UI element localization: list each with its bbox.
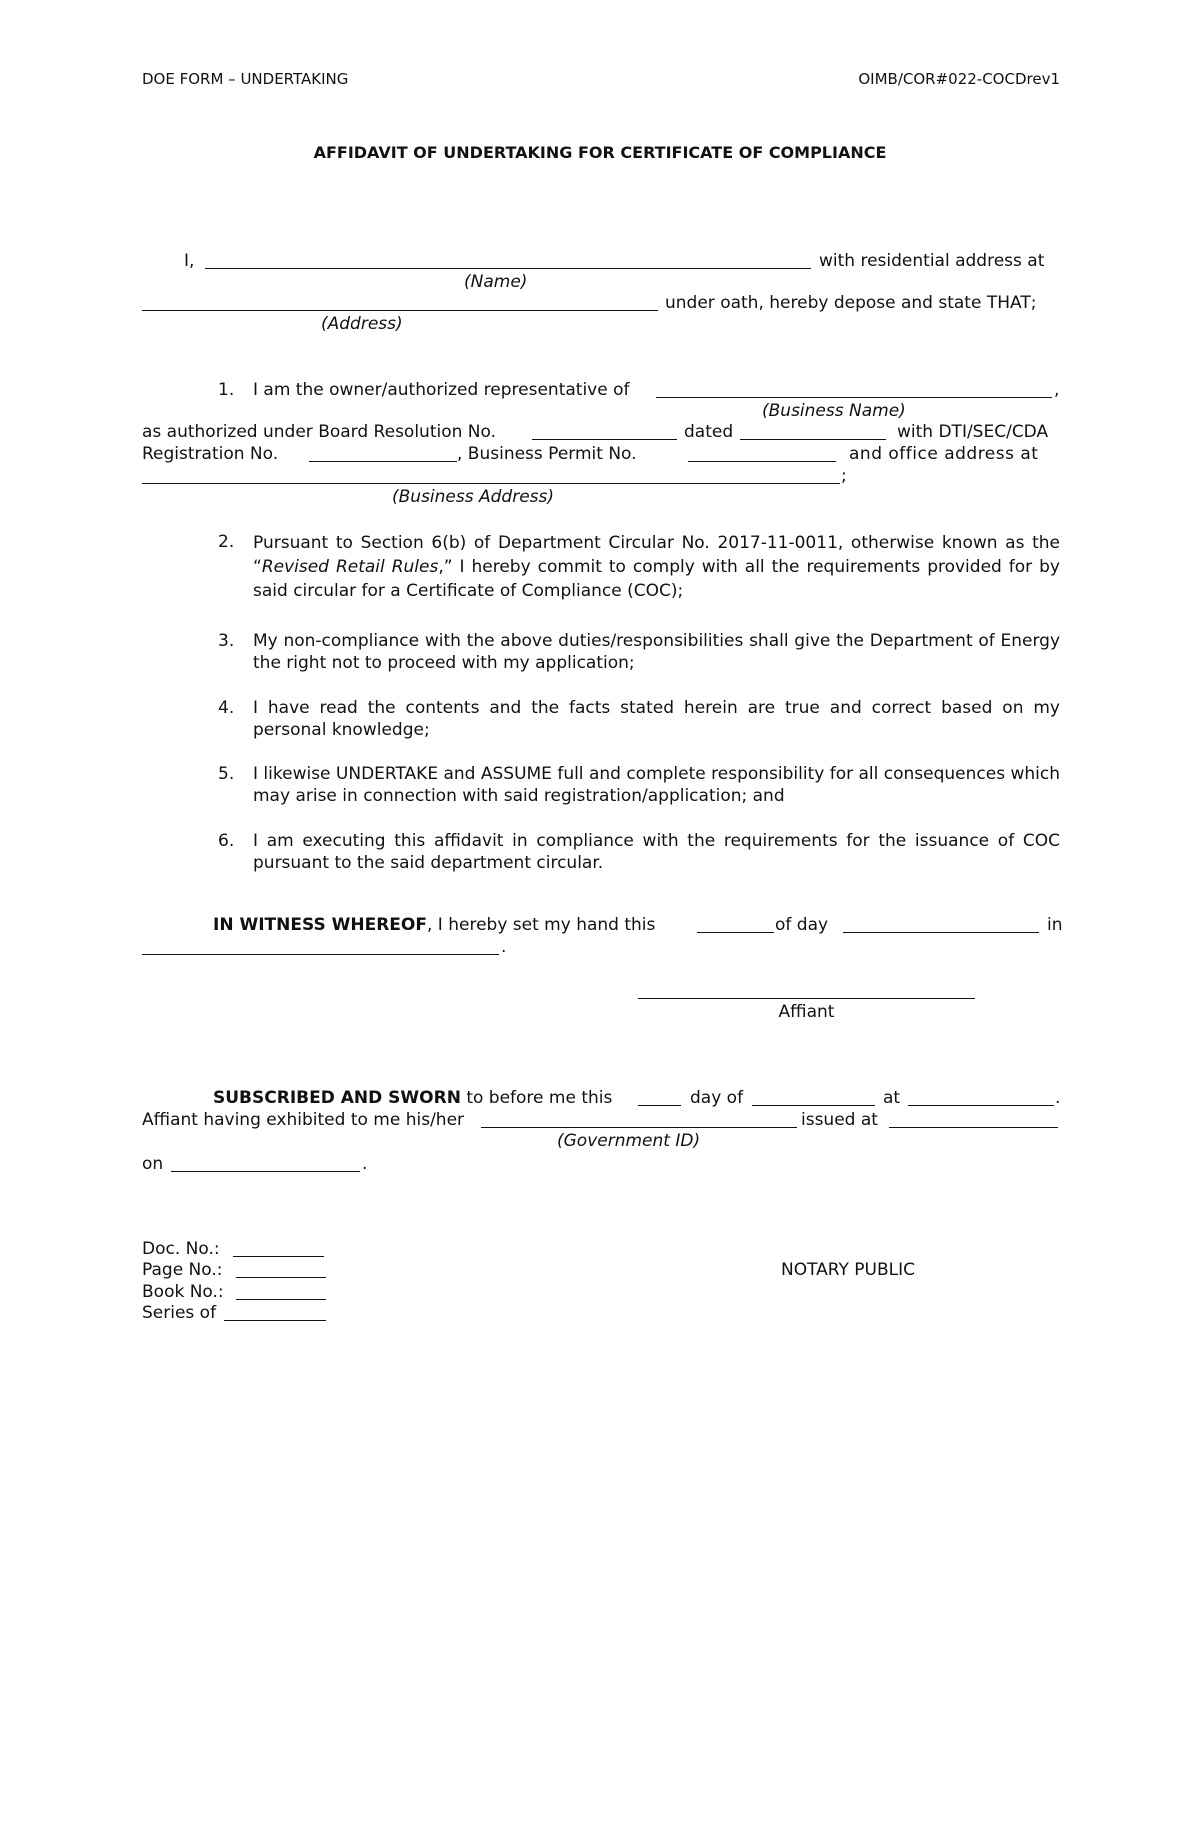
item-4-text: I have read the contents and the facts stated herein are true and correct based on my personal knowledge; xyxy=(253,698,1060,740)
subscribed-bold xyxy=(213,1087,612,1109)
doc-no-line[interactable] xyxy=(233,1256,324,1257)
item-1-number: 1. xyxy=(218,380,235,400)
dated-line[interactable] xyxy=(740,439,886,440)
government-id-line[interactable] xyxy=(481,1127,797,1128)
item-3-number: 3. xyxy=(218,631,235,651)
witness-day-line[interactable] xyxy=(697,932,774,933)
sworn-day-line[interactable] xyxy=(638,1105,681,1106)
subscribed-day-of: day of xyxy=(690,1088,744,1108)
intro-under-oath: under oath, hereby depose and state THAT; xyxy=(665,293,1037,313)
business-permit-line[interactable] xyxy=(688,461,836,462)
page-title: AFFIDAVIT OF UNDERTAKING FOR CERTIFICATE OF COMPLIANCE xyxy=(313,143,887,162)
witness-rest: , I hereby set my hand this xyxy=(427,915,656,935)
affiant-label: Affiant xyxy=(778,1002,835,1022)
name-label: (Name) xyxy=(464,272,528,292)
witness-place-line[interactable] xyxy=(142,954,499,955)
witness-of-day: of day xyxy=(775,915,829,935)
board-resolution-line[interactable] xyxy=(532,439,677,440)
business-address-line[interactable] xyxy=(142,483,840,484)
on-period: . xyxy=(362,1154,368,1174)
subscribed-bold-text: SUBSCRIBED AND SWORN xyxy=(213,1088,461,1108)
on-text: on xyxy=(142,1154,164,1174)
dated-text: dated xyxy=(684,422,734,442)
item-6-number: 6. xyxy=(218,831,235,851)
item-2-italic: Revised Retail Rules xyxy=(261,557,439,577)
government-id-label: (Government ID) xyxy=(557,1131,701,1151)
intro-residential: with residential address at xyxy=(819,251,1045,271)
sworn-month-line[interactable] xyxy=(752,1105,875,1106)
business-permit-text: , Business Permit No. xyxy=(457,444,637,464)
business-address-label: (Business Address) xyxy=(392,487,555,507)
witness-period: . xyxy=(501,937,507,957)
on-date-line[interactable] xyxy=(171,1171,360,1172)
subscribed-at: at xyxy=(883,1088,901,1108)
issued-at-line[interactable] xyxy=(889,1127,1058,1128)
book-no-text: Book No.: xyxy=(142,1282,224,1302)
subscribed-period: . xyxy=(1055,1088,1061,1108)
item-2-text-a: Pursuant to Section 6(b) of Department Circular No. 2017-11-0011, otherwise known as the “ xyxy=(253,533,1060,577)
registration-no-text: Registration No. xyxy=(142,444,279,464)
issued-at-text: issued at xyxy=(801,1110,878,1130)
dti-text: with DTI/SEC/CDA xyxy=(897,422,1049,442)
intro-i: I, xyxy=(184,251,195,271)
subscribed-to-before: to before me this xyxy=(466,1088,613,1108)
registration-line[interactable] xyxy=(309,461,457,462)
item-1-text: I am the owner/authorized representative of xyxy=(253,380,630,400)
page-no-text: Page No.: xyxy=(142,1260,223,1280)
as-authorized-text: as authorized under Board Resolution No. xyxy=(142,422,497,442)
affiant-signature-line[interactable] xyxy=(638,998,975,999)
address-field-line[interactable] xyxy=(142,310,658,311)
business-name-line[interactable] xyxy=(656,397,1052,398)
series-of-line[interactable] xyxy=(224,1320,326,1321)
witness-text xyxy=(213,914,655,936)
item-5-number: 5. xyxy=(218,764,235,784)
item-5-text: I likewise UNDERTAKE and ASSUME full and complete responsibility for all consequences which may arise in connection with said registration/application; and xyxy=(253,764,1060,806)
name-field-line[interactable] xyxy=(205,268,811,269)
item-2-text xyxy=(253,531,1060,603)
series-of-text: Series of xyxy=(142,1303,217,1323)
item-6-text: I am executing this affidavit in compliance with the requirements for the issuance of COC pursuant to the said department circular. xyxy=(253,831,1060,873)
affiant-having-text: Affiant having exhibited to me his/her xyxy=(142,1110,465,1130)
sworn-place-line[interactable] xyxy=(908,1105,1054,1106)
book-no-line[interactable] xyxy=(236,1299,326,1300)
witness-in: in xyxy=(1047,915,1063,935)
item-3-text: My non-compliance with the above duties/responsibilities shall give the Department of Energy the right not to proceed with my application; xyxy=(253,631,1060,673)
item-1-semicolon: ; xyxy=(841,466,847,486)
doc-no-text: Doc. No.: xyxy=(142,1239,220,1259)
notary-public-label: NOTARY PUBLIC xyxy=(781,1260,916,1280)
item-4-number: 4. xyxy=(218,698,235,718)
form-code-right: OIMB/COR#022-COCDrev1 xyxy=(858,70,1060,88)
form-code-left: DOE FORM – UNDERTAKING xyxy=(142,70,349,88)
page-no-line[interactable] xyxy=(236,1277,326,1278)
item-2-text-b: ,” I hereby commit to comply with all the requirements provided for by said circular for a Certificate of Compliance (COC); xyxy=(253,557,1060,601)
business-name-label: (Business Name) xyxy=(762,401,906,421)
witness-month-line[interactable] xyxy=(843,932,1039,933)
address-label: (Address) xyxy=(321,314,403,334)
item-2-number: 2. xyxy=(218,532,235,552)
witness-bold: IN WITNESS WHEREOF xyxy=(213,915,427,935)
item-1-comma: , xyxy=(1054,380,1060,400)
office-address-text: and office address at xyxy=(849,444,1039,464)
